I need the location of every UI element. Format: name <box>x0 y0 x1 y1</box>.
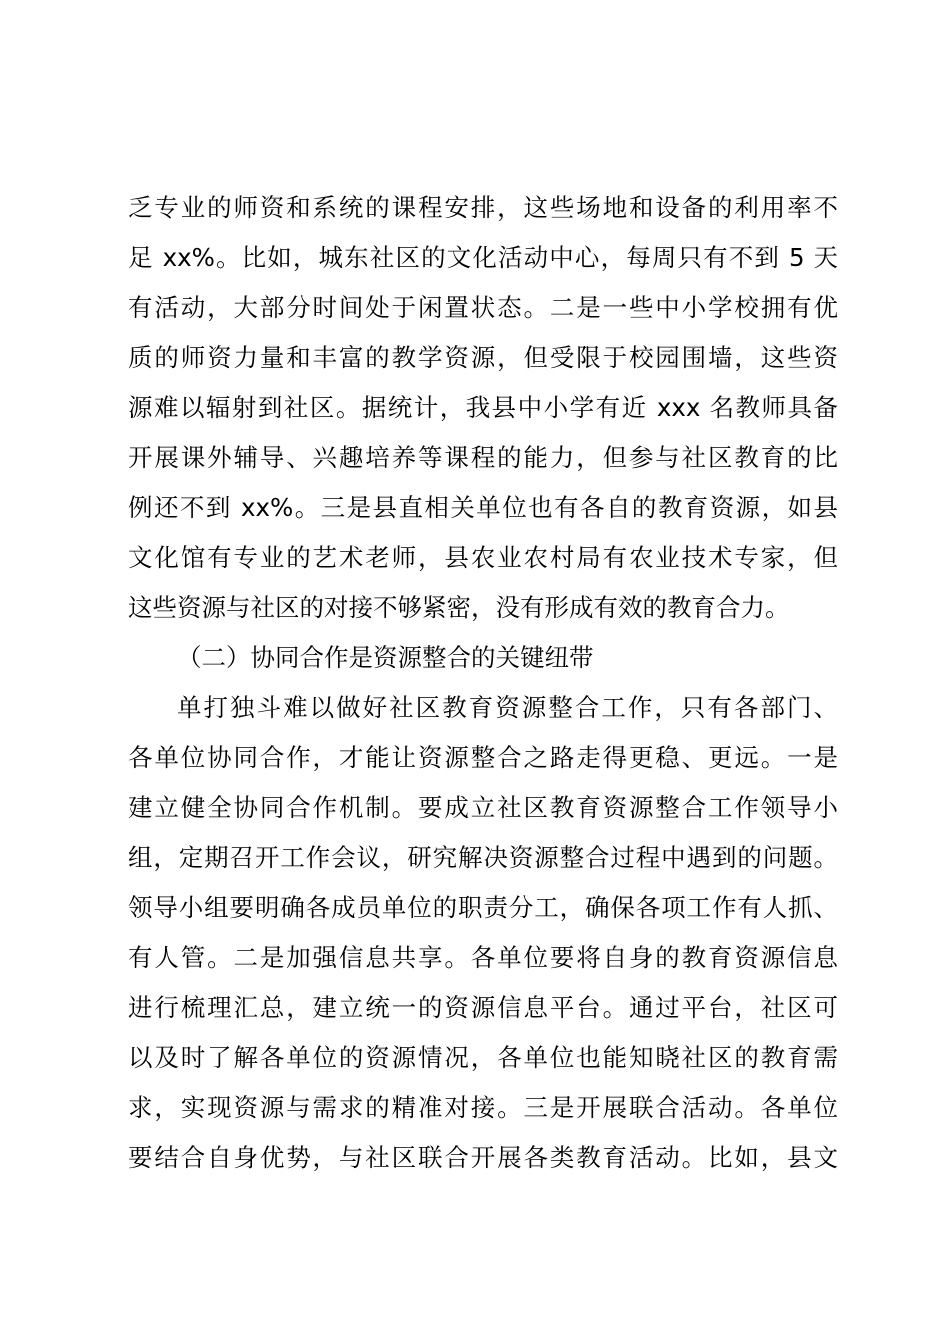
text-line: 要结合自身优势，与社区联合开展各类教育活动。比如，县文 <box>128 1143 838 1172</box>
text-line: 有人管。二是加强信息共享。各单位要将自身的教育资源信息 <box>128 943 838 972</box>
text-line: 例还不到 xx%。三是县直相关单位也有各自的教育资源，如县 <box>128 493 838 522</box>
document-body <box>128 183 838 1183</box>
text-line: 质的师资力量和丰富的教学资源，但受限于校园围墙，这些资 <box>128 343 838 372</box>
text-line: 源难以辐射到社区。据统计，我县中小学有近 xxx 名教师具备 <box>128 393 838 422</box>
text-line: 开展课外辅导、兴趣培养等课程的能力，但参与社区教育的比 <box>128 443 838 472</box>
text-line: 有活动，大部分时间处于闲置状态。二是一些中小学校拥有优 <box>128 293 838 322</box>
text-line: 领导小组要明确各成员单位的职责分工，确保各项工作有人抓、 <box>128 893 838 922</box>
text-line: 文化馆有专业的艺术老师，县农业农村局有农业技术专家，但 <box>128 543 838 572</box>
text-line: 以及时了解各单位的资源情况，各单位也能知晓社区的教育需 <box>128 1043 838 1072</box>
text-line: 组，定期召开工作会议，研究解决资源整合过程中遇到的问题。 <box>128 843 838 872</box>
text-line: 建立健全协同合作机制。要成立社区教育资源整合工作领导小 <box>128 793 838 822</box>
section-heading: （二）协同合作是资源整合的关键纽带 <box>177 643 594 672</box>
text-line: 这些资源与社区的对接不够紧密，没有形成有效的教育合力。 <box>128 593 790 622</box>
text-line: 进行梳理汇总，建立统一的资源信息平台。通过平台，社区可 <box>128 993 838 1022</box>
text-line: 单打独斗难以做好社区教育资源整合工作，只有各部门、 <box>177 693 838 722</box>
text-line: 求，实现资源与需求的精准对接。三是开展联合活动。各单位 <box>128 1093 838 1122</box>
text-line: 乏专业的师资和系统的课程安排，这些场地和设备的利用率不 <box>128 193 838 222</box>
text-line: 各单位协同合作，才能让资源整合之路走得更稳、更远。一是 <box>128 743 838 772</box>
text-line: 足 xx%。比如，城东社区的文化活动中心，每周只有不到 5 天 <box>128 243 838 272</box>
